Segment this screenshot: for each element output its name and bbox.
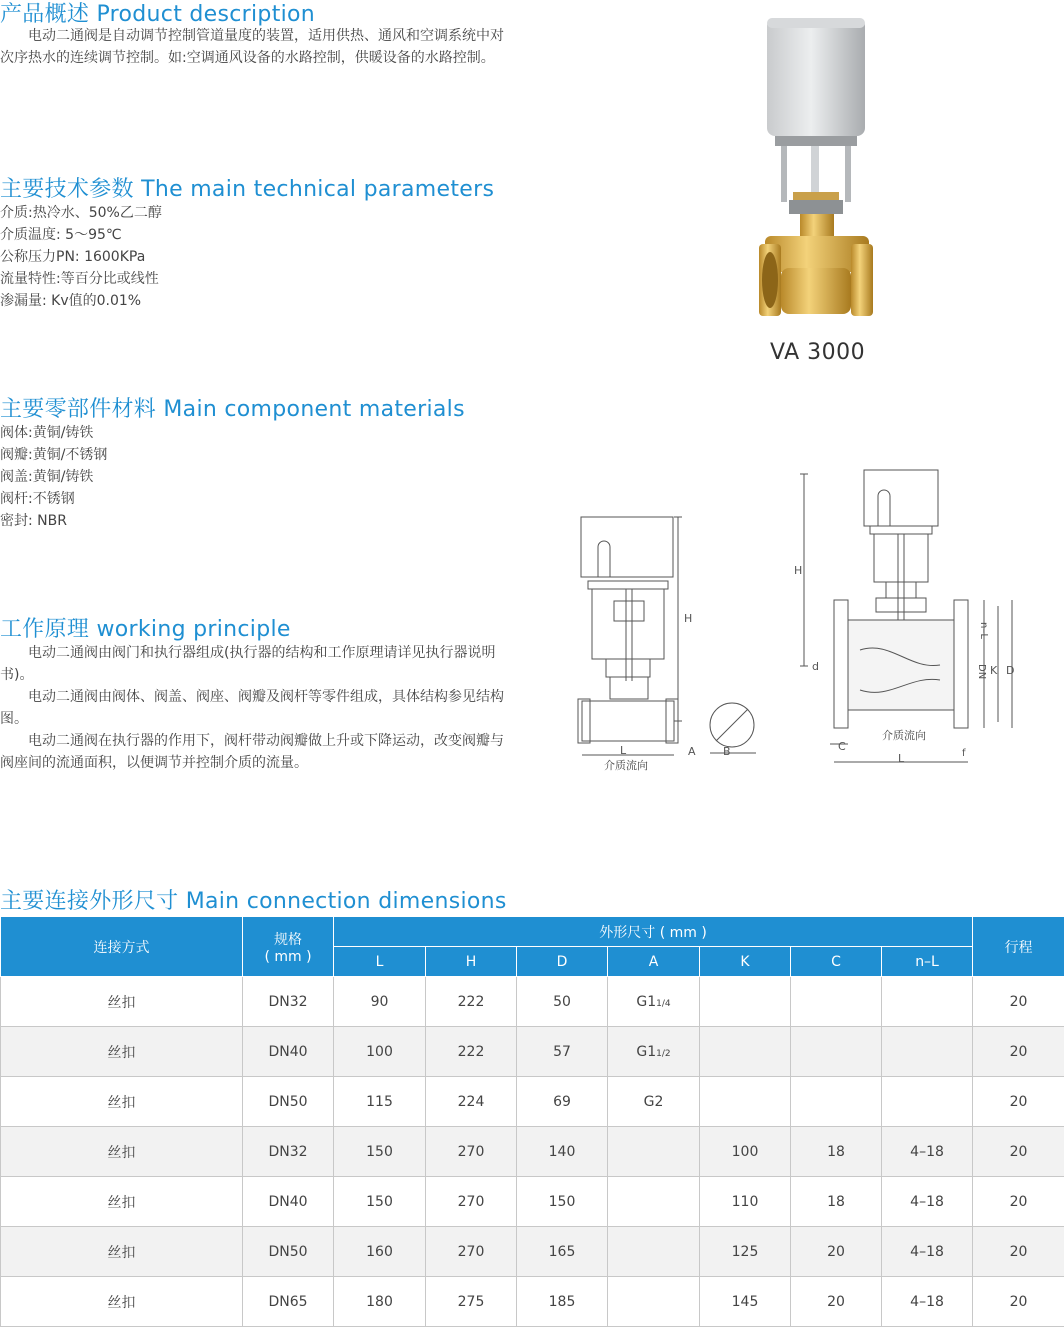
table-cell-a: G2 bbox=[608, 1077, 700, 1127]
table-cell-k: 125 bbox=[700, 1227, 791, 1277]
table-cell-nl: 4–18 bbox=[882, 1277, 973, 1327]
table-row bbox=[1, 1227, 1064, 1277]
principle-paragraph: 电动二通阀由阀体、阀盖、阀座、阀瓣及阀杆等零件组成，具体结构参见结构图。 bbox=[0, 689, 504, 727]
table-cell-spec: DN65 bbox=[243, 1277, 334, 1327]
table-cell-nl: 4–18 bbox=[882, 1127, 973, 1177]
table-cell-l: 115 bbox=[334, 1077, 426, 1127]
header-dimensions: 外形尺寸 ( mm ) bbox=[334, 917, 973, 947]
table-cell-l: 180 bbox=[334, 1277, 426, 1327]
table-cell-k bbox=[700, 1077, 791, 1127]
table-cell-stroke: 20 bbox=[973, 1177, 1064, 1227]
table-cell-c: 20 bbox=[791, 1277, 882, 1327]
header-d: D bbox=[517, 947, 608, 977]
table-cell-h: 270 bbox=[426, 1227, 517, 1277]
table-cell-spec: DN50 bbox=[243, 1227, 334, 1277]
table-cell-l: 90 bbox=[334, 977, 426, 1027]
table-cell-a bbox=[608, 1127, 700, 1177]
principle-paragraph: 电动二通阀在执行器的作用下，阀杆带动阀瓣做上升或下降运动，改变阀瓣与阀座间的流通面积，以便调节并控制介质的流量。 bbox=[0, 733, 504, 771]
table-cell-a bbox=[608, 1277, 700, 1327]
table-cell-h: 270 bbox=[426, 1177, 517, 1227]
drawing-small-l-label: L bbox=[620, 744, 627, 757]
table-row bbox=[1, 1277, 1064, 1327]
table-cell-stroke: 20 bbox=[973, 977, 1064, 1027]
param-temperature: 介质温度: 5～95℃ bbox=[0, 227, 122, 243]
table-cell-k bbox=[700, 977, 791, 1027]
table-cell-nl bbox=[882, 977, 973, 1027]
table-row bbox=[1, 1127, 1064, 1177]
working-principle-text bbox=[0, 642, 510, 774]
drawing-small-h-label: H bbox=[684, 612, 693, 625]
table-cell-d: 140 bbox=[517, 1127, 608, 1177]
material-bonnet: 阀盖:黄铜/铸铁 bbox=[0, 469, 94, 485]
param-medium: 介质:热冷水、50%乙二醇 bbox=[0, 205, 162, 221]
product-description-text: 电动二通阀是自动调节控制管道量度的装置，适用供热、通风和空调系统中对次序热水的连续调节控制。如:空调通风设备的水路控制，供暖设备的水路控制。 bbox=[0, 28, 504, 66]
table-cell-d: 165 bbox=[517, 1227, 608, 1277]
table-cell-c bbox=[791, 1077, 882, 1127]
header-stroke: 行程 bbox=[973, 917, 1064, 977]
table-cell-stroke: 20 bbox=[973, 1227, 1064, 1277]
flanged-valve-drawing bbox=[790, 460, 1030, 770]
drawing-large-f-label: f bbox=[962, 748, 966, 759]
drawing-large-c-label: C bbox=[838, 740, 846, 753]
technical-parameters-heading: 主要技术参数 The main technical parameters bbox=[0, 177, 495, 202]
drawing-large-flow-label: 介质流向 bbox=[882, 729, 926, 742]
table-cell-d: 185 bbox=[517, 1277, 608, 1327]
drawing-large-k-label: K bbox=[990, 664, 998, 677]
table-cell-h: 270 bbox=[426, 1127, 517, 1177]
material-body: 阀体:黄铜/铸铁 bbox=[0, 425, 94, 441]
materials-list bbox=[0, 422, 107, 532]
table-cell-l: 160 bbox=[334, 1227, 426, 1277]
table-row bbox=[1, 1177, 1064, 1227]
table-cell-nl bbox=[882, 1077, 973, 1127]
table-cell-l: 150 bbox=[334, 1127, 426, 1177]
drawing-small-a-label: A bbox=[688, 745, 696, 758]
technical-parameters-list bbox=[0, 202, 162, 312]
table-cell-conn: 丝扣 bbox=[1, 1277, 243, 1327]
table-cell-c bbox=[791, 977, 882, 1027]
table-cell-spec: DN50 bbox=[243, 1077, 334, 1127]
header-k: K bbox=[700, 947, 791, 977]
working-principle-heading: 工作原理 working principle bbox=[0, 617, 291, 642]
dimensions-table bbox=[0, 916, 1064, 1327]
table-cell-conn: 丝扣 bbox=[1, 1077, 243, 1127]
product-model-label: VA 3000 bbox=[770, 340, 866, 365]
dimensions-heading: 主要连接外形尺寸 Main connection dimensions bbox=[0, 889, 507, 914]
table-cell-a bbox=[608, 1227, 700, 1277]
table-cell-spec: DN40 bbox=[243, 1027, 334, 1077]
table-cell-stroke: 20 bbox=[973, 1277, 1064, 1327]
header-nl: n–L bbox=[882, 947, 973, 977]
table-cell-conn: 丝扣 bbox=[1, 977, 243, 1027]
table-cell-c: 20 bbox=[791, 1227, 882, 1277]
table-row bbox=[1, 1027, 1064, 1077]
drawing-large-dn-label: DN bbox=[976, 664, 987, 680]
product-description-heading: 产品概述 Product description bbox=[0, 2, 316, 27]
table-row bbox=[1, 1077, 1064, 1127]
table-cell-d: 50 bbox=[517, 977, 608, 1027]
table-cell-d: 57 bbox=[517, 1027, 608, 1077]
table-cell-c: 18 bbox=[791, 1177, 882, 1227]
table-cell-stroke: 20 bbox=[973, 1127, 1064, 1177]
header-l: L bbox=[334, 947, 426, 977]
table-cell-d: 69 bbox=[517, 1077, 608, 1127]
header-h: H bbox=[426, 947, 517, 977]
header-c: C bbox=[791, 947, 882, 977]
drawing-large-bigd-label: D bbox=[1006, 664, 1015, 677]
table-cell-c: 18 bbox=[791, 1127, 882, 1177]
materials-heading: 主要零部件材料 Main component materials bbox=[0, 397, 465, 422]
table-cell-l: 150 bbox=[334, 1177, 426, 1227]
table-cell-nl: 4–18 bbox=[882, 1227, 973, 1277]
table-cell-stroke: 20 bbox=[973, 1027, 1064, 1077]
table-cell-conn: 丝扣 bbox=[1, 1177, 243, 1227]
table-cell-stroke: 20 bbox=[973, 1077, 1064, 1127]
principle-paragraph: 电动二通阀由阀门和执行器组成(执行器的结构和工作原理请详见执行器说明书)。 bbox=[0, 645, 496, 683]
drawing-small-flow-label: 介质流向 bbox=[604, 759, 648, 772]
param-flow-characteristic: 流量特性:等百分比或线性 bbox=[0, 271, 159, 287]
table-cell-nl: 4–18 bbox=[882, 1177, 973, 1227]
param-leakage: 渗漏量: Kv值的0.01% bbox=[0, 293, 142, 309]
drawing-small-b-label: B bbox=[723, 745, 731, 758]
table-cell-k: 110 bbox=[700, 1177, 791, 1227]
drawing-large-d-label: d bbox=[812, 660, 819, 673]
param-pressure: 公称压力PN: 1600KPa bbox=[0, 249, 146, 265]
table-cell-h: 222 bbox=[426, 1027, 517, 1077]
header-spec: 规格 ( mm ) bbox=[243, 917, 334, 977]
table-cell-k bbox=[700, 1027, 791, 1077]
table-cell-spec: DN32 bbox=[243, 977, 334, 1027]
table-cell-conn: 丝扣 bbox=[1, 1227, 243, 1277]
table-cell-a: G11/4 bbox=[608, 977, 700, 1027]
header-a: A bbox=[608, 947, 700, 977]
table-cell-h: 224 bbox=[426, 1077, 517, 1127]
table-cell-d: 150 bbox=[517, 1177, 608, 1227]
drawing-large-h-label: H bbox=[794, 564, 803, 577]
table-cell-spec: DN32 bbox=[243, 1127, 334, 1177]
table-cell-conn: 丝扣 bbox=[1, 1127, 243, 1177]
table-cell-conn: 丝扣 bbox=[1, 1027, 243, 1077]
table-row bbox=[1, 977, 1064, 1027]
table-cell-h: 275 bbox=[426, 1277, 517, 1327]
material-seal: 密封: NBR bbox=[0, 513, 67, 529]
table-cell-k: 145 bbox=[700, 1277, 791, 1327]
table-cell-c bbox=[791, 1027, 882, 1077]
table-cell-h: 222 bbox=[426, 977, 517, 1027]
material-disc: 阀瓣:黄铜/不锈钢 bbox=[0, 447, 108, 463]
table-cell-k: 100 bbox=[700, 1127, 791, 1177]
threaded-valve-drawing bbox=[570, 505, 770, 780]
drawing-large-l-label: L bbox=[898, 752, 905, 765]
table-cell-a bbox=[608, 1177, 700, 1227]
table-cell-spec: DN40 bbox=[243, 1177, 334, 1227]
drawing-large-nl-label: n–L bbox=[978, 622, 989, 639]
valve-product-image bbox=[745, 10, 885, 340]
header-connection: 连接方式 bbox=[1, 917, 243, 977]
table-cell-nl bbox=[882, 1027, 973, 1077]
table-cell-a: G11/2 bbox=[608, 1027, 700, 1077]
material-stem: 阀杆:不锈钢 bbox=[0, 491, 75, 507]
table-cell-l: 100 bbox=[334, 1027, 426, 1077]
